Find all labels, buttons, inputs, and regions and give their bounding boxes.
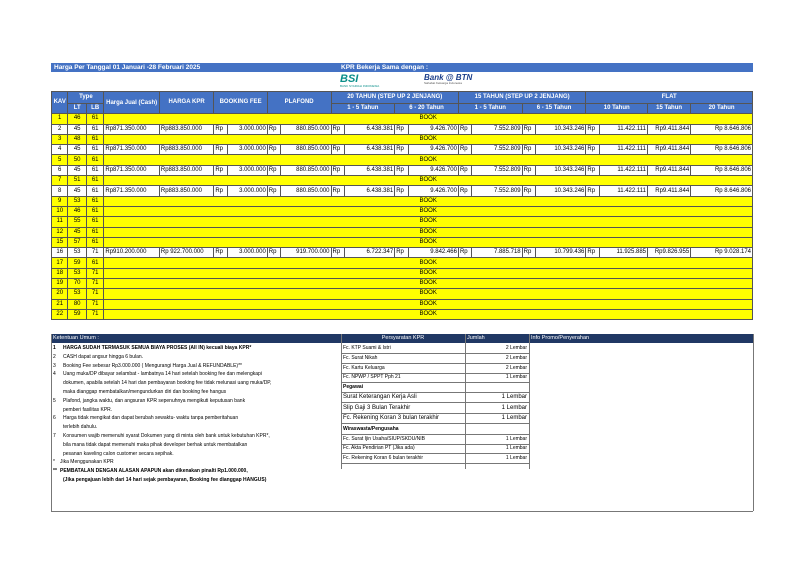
status-cell: BOOK [104, 289, 753, 299]
ketentuan-text: Jika Menggunakan KPR [60, 459, 114, 466]
installment-flat-15-cell: Rp9.826.955 [648, 248, 691, 258]
currency-cell: Rp [331, 124, 344, 134]
col-type: Type [68, 92, 104, 104]
row-divider [341, 463, 529, 464]
col-harga-kpr: HARGA KPR [159, 92, 213, 114]
lt-cell: 50 [68, 155, 86, 165]
btn-logo [424, 73, 472, 85]
jumlah-header-label: Jumlah [467, 335, 485, 341]
currency-cell: Rp [267, 186, 280, 196]
status-cell: BOOK [104, 134, 753, 144]
persyaratan-item: Slip Gaji 3 Bulan Terakhir [343, 404, 411, 411]
table-row [52, 176, 753, 186]
price-table [51, 91, 753, 320]
ketentuan-text: maka dianggap membatalkan/mengundurkan diri dan booking fee hangus [63, 389, 227, 395]
col-flat-10: 10 Tahun [586, 104, 648, 114]
currency-cell: Rp [267, 248, 280, 258]
status-cell: BOOK [104, 258, 753, 268]
booking-fee-cell: 3.000.000 [227, 145, 267, 155]
table-row [52, 196, 753, 206]
kav-cell: 16 [52, 248, 68, 258]
currency-cell: Rp [395, 248, 408, 258]
col-20-tahun: 20 TAHUN (STEP UP 2 JENJANG) [331, 92, 458, 104]
persyaratan-item: Surat Keterangan Kerja Asli [343, 394, 417, 400]
installment-flat-10-cell: 11.422.111 [599, 145, 647, 155]
status-cell: BOOK [104, 227, 753, 237]
persyaratan-item: Fc. Rekening Koran 3 bulan terakhir [343, 415, 440, 422]
terms-section [51, 334, 753, 511]
installment-15-b-cell: 10.799.436 [536, 248, 586, 258]
lt-cell: 70 [68, 279, 86, 289]
col-flat-15: 15 Tahun [648, 104, 691, 114]
ketentuan-text: pemberi fasilitas KPR. [63, 406, 113, 413]
persyaratan-qty: 1 Lembar [501, 394, 527, 400]
currency-cell: Rp [395, 165, 408, 175]
lt-cell: 45 [68, 186, 86, 196]
persyaratan-qty: 2 Lembar [505, 354, 527, 361]
lb-cell: 61 [86, 134, 103, 144]
lt-cell: 53 [68, 289, 86, 299]
table-row [52, 124, 753, 134]
installment-20-b-cell: 9.426.700 [408, 145, 458, 155]
booking-fee-cell: 3.000.000 [227, 165, 267, 175]
ketentuan-text: terlebih dahulu. [63, 424, 98, 431]
ketentuan-text: (Jika pengajuan lebih dari 14 hari sejak pembayaran, Booking fee dianggap HANGUS) [63, 476, 267, 483]
currency-cell: Rp [522, 248, 535, 258]
persyaratan-item: Pegawai [343, 384, 364, 391]
persyaratan-item: Fc. Rekening Koran 6 bulan terakhir [343, 455, 424, 462]
lt-cell: 57 [68, 237, 86, 247]
col-lb: LB [86, 104, 103, 114]
installment-flat-20-cell: Rp 8.646.806 [691, 145, 753, 155]
lt-cell: 48 [68, 134, 86, 144]
currency-cell: Rp [214, 165, 227, 175]
title-bar [51, 63, 753, 72]
status-cell: BOOK [104, 299, 753, 309]
col-15-tahun: 15 TAHUN (STEP UP 2 JENJANG) [458, 92, 585, 104]
ketentuan-text: CASH dapat angsur hingga 6 bulan. [63, 353, 144, 360]
currency-cell: Rp [586, 124, 599, 134]
col-harga-jual: Harga Jual (Cash) [104, 92, 159, 114]
installment-flat-15-cell: Rp9.411.844 [648, 124, 691, 134]
kav-cell: 6 [52, 165, 68, 175]
kav-cell: 15 [52, 237, 68, 247]
kav-cell: 10 [52, 206, 68, 216]
persyaratan-qty: 1 Lembar [505, 445, 527, 452]
lb-cell: 61 [86, 176, 103, 186]
kav-cell: 17 [52, 258, 68, 268]
kav-cell: 3 [52, 134, 68, 144]
table-row [52, 289, 753, 299]
currency-cell: Rp [522, 186, 535, 196]
installment-flat-10-cell: 11.422.111 [599, 186, 647, 196]
lb-cell: 61 [86, 145, 103, 155]
persyaratan-qty: 1 Lembar [501, 415, 527, 422]
currency-cell: Rp [458, 186, 471, 196]
currency-cell: Rp [395, 145, 408, 155]
plafond-cell: 880.850.000 [281, 165, 331, 175]
table-row [52, 299, 753, 309]
installment-flat-10-cell: 11.422.111 [599, 165, 647, 175]
ketentuan-text: Uang muka/DP dibayar selambat - lambatnya 14 hari setelah booking fee dan melengkapi [63, 371, 262, 378]
installment-20-b-cell: 9.842.466 [408, 248, 458, 258]
kav-cell: 18 [52, 268, 68, 278]
kav-cell: 21 [52, 299, 68, 309]
table-row [52, 186, 753, 196]
ketentuan-text: PEMBATALAN DENGAN ALASAN APAPUN akan dikenakan pinalti Rp1.000.000, [60, 468, 248, 474]
status-cell: BOOK [104, 279, 753, 289]
bank-logos [330, 73, 560, 91]
lb-cell: 61 [86, 165, 103, 175]
persyaratan-item: Fc. KTP Suami & Istri [343, 345, 391, 351]
booking-fee-cell: 3.000.000 [227, 124, 267, 134]
btn-logo-subtext: Sahabat Keluarga Indonesia [424, 81, 462, 85]
status-cell: BOOK [104, 237, 753, 247]
table-row [52, 165, 753, 175]
row-divider [341, 402, 529, 403]
ketentuan-number: 3 [53, 362, 56, 369]
currency-cell: Rp [214, 145, 227, 155]
lt-cell: 45 [68, 227, 86, 237]
installment-flat-10-cell: 11.422.111 [599, 124, 647, 134]
installment-15-a-cell: 7.552.809 [472, 165, 522, 175]
kav-cell: 1 [52, 114, 68, 124]
frame-left [51, 334, 52, 511]
lb-cell: 61 [86, 206, 103, 216]
table-row [52, 279, 753, 289]
info-header-label: Info Promo/Penyerahan [531, 335, 590, 341]
currency-cell: Rp [214, 186, 227, 196]
persyaratan-item: Wiraswasta/Pengusaha [343, 425, 399, 432]
installment-flat-15-cell: Rp9.411.844 [648, 165, 691, 175]
col-flat-20: 20 Tahun [691, 104, 753, 114]
lb-cell: 71 [86, 299, 103, 309]
lt-cell: 53 [68, 248, 86, 258]
currency-cell: Rp [586, 165, 599, 175]
kav-cell: 19 [52, 279, 68, 289]
lt-cell: 55 [68, 217, 86, 227]
plafond-cell: 880.850.000 [281, 145, 331, 155]
installment-15-a-cell: 7.552.809 [472, 145, 522, 155]
installment-15-a-cell: 7.552.809 [472, 124, 522, 134]
ketentuan-text: Konsumen wajib memenuhi syarat Dokumen yang di minta oleh bank untuk kebutuhan KPR*, [63, 433, 270, 439]
col-15-6-15: 6 - 15 Tahun [522, 104, 586, 114]
ketentuan-number: 1 [53, 345, 56, 351]
currency-cell: Rp [458, 124, 471, 134]
status-cell: BOOK [104, 176, 753, 186]
installment-20-a-cell: 6.722.347 [344, 248, 394, 258]
status-cell: BOOK [104, 114, 753, 124]
installment-15-a-cell: 7.552.809 [472, 186, 522, 196]
col-20-1-5: 1 - 5 Tahun [331, 104, 395, 114]
persyaratan-item: Fc. Surat Ijin Usaha/SIUP/SKDU/NIB [343, 435, 425, 442]
kav-cell: 9 [52, 196, 68, 206]
harga-jual-cell: Rp871.350.000 [104, 124, 159, 134]
installment-15-a-cell: 7.885.718 [472, 248, 522, 258]
col-15-1-5: 1 - 5 Tahun [458, 104, 522, 114]
currency-cell: Rp [395, 186, 408, 196]
kav-cell: 8 [52, 186, 68, 196]
installment-flat-20-cell: Rp 8.646.806 [691, 186, 753, 196]
currency-cell: Rp [522, 165, 535, 175]
installment-flat-20-cell: Rp 8.646.806 [691, 165, 753, 175]
lt-cell: 53 [68, 268, 86, 278]
installment-15-b-cell: 10.343.246 [536, 145, 586, 155]
kav-cell: 20 [52, 289, 68, 299]
installment-flat-15-cell: Rp9.411.844 [648, 145, 691, 155]
lt-cell: 80 [68, 299, 86, 309]
lt-cell: 59 [68, 258, 86, 268]
status-cell: BOOK [104, 217, 753, 227]
price-table-body [52, 114, 753, 320]
persyaratan-header [341, 334, 465, 343]
booking-fee-cell: 3.000.000 [227, 248, 267, 258]
persyaratan-qty: 2 Lembar [505, 345, 527, 351]
installment-20-a-cell: 6.438.381 [344, 186, 394, 196]
harga-jual-cell: Rp871.350.000 [104, 165, 159, 175]
ketentuan-text: Plafond, jangka waktu, dan angsuran KPR sepenuhnya mengikuti keputusan bank [63, 397, 246, 404]
currency-cell: Rp [458, 248, 471, 258]
installment-flat-15-cell: Rp9.411.844 [648, 186, 691, 196]
persyaratan-item: Fc. Akta Pendirian PT (Jika ada) [343, 445, 415, 452]
installment-15-b-cell: 10.343.246 [536, 186, 586, 196]
persyaratan-qty: 1 Lembar [505, 435, 527, 442]
lt-cell: 45 [68, 165, 86, 175]
lt-cell: 46 [68, 114, 86, 124]
installment-20-a-cell: 6.438.381 [344, 145, 394, 155]
kav-cell: 2 [52, 124, 68, 134]
table-row [52, 309, 753, 319]
harga-jual-cell: Rp910.200.000 [104, 248, 159, 258]
persyaratan-item: Fc. Surat Nikah [343, 354, 378, 361]
installment-20-a-cell: 6.438.381 [344, 124, 394, 134]
currency-cell: Rp [331, 165, 344, 175]
price-period-title: Harga Per Tanggal 01 Januari -28 Februari 2025 [54, 64, 201, 71]
table-row [52, 114, 753, 124]
currency-cell: Rp [331, 145, 344, 155]
status-cell: BOOK [104, 196, 753, 206]
table-row [52, 268, 753, 278]
ketentuan-number: 4 [53, 371, 56, 378]
lb-cell: 61 [86, 196, 103, 206]
col-flat: FLAT [586, 92, 753, 104]
harga-kpr-cell: Rp883.850.000 [159, 145, 213, 155]
installment-20-a-cell: 6.438.381 [344, 165, 394, 175]
currency-cell: Rp [267, 145, 280, 155]
lb-cell: 71 [86, 289, 103, 299]
kav-cell: 7 [52, 176, 68, 186]
plafond-cell: 919.700.000 [281, 248, 331, 258]
currency-cell: Rp [458, 165, 471, 175]
persyaratan-header-label: Persyaratan KPR [381, 335, 425, 341]
currency-cell: Rp [586, 186, 599, 196]
lb-cell: 61 [86, 258, 103, 268]
col-booking-fee: BOOKING FEE [214, 92, 267, 114]
installment-flat-10-cell: 11.925.885 [599, 248, 647, 258]
ketentuan-number: 2 [53, 353, 56, 360]
status-cell: BOOK [104, 268, 753, 278]
lb-cell: 61 [86, 227, 103, 237]
table-row [52, 134, 753, 144]
installment-flat-20-cell: Rp 9.028.174 [691, 248, 753, 258]
installment-flat-20-cell: Rp 8.646.806 [691, 124, 753, 134]
persyaratan-qty: 1 Lembar [505, 455, 527, 462]
info-header [529, 334, 753, 343]
kav-cell: 12 [52, 227, 68, 237]
lb-cell: 61 [86, 155, 103, 165]
lb-cell: 61 [86, 237, 103, 247]
ketentuan-text: bila mana tidak dapat memenuhi maka pihak developer berhak untuk membatalkan [63, 441, 248, 448]
lb-cell: 71 [86, 248, 103, 258]
lb-cell: 61 [86, 217, 103, 227]
col-20-6-20: 6 - 20 Tahun [395, 104, 459, 114]
col-kav: KAV [52, 92, 68, 114]
currency-cell: Rp [458, 145, 471, 155]
col-lt: LT [68, 104, 86, 114]
table-row [52, 217, 753, 227]
lt-cell: 45 [68, 145, 86, 155]
ketentuan-number: 7 [53, 433, 56, 439]
lb-cell: 61 [86, 124, 103, 134]
ketentuan-text: dokumen, apabila setelah 14 hari dan pembayaran booking fee tidak melunasi uang muka/DP, [63, 380, 272, 387]
lb-cell: 71 [86, 268, 103, 278]
currency-cell: Rp [586, 145, 599, 155]
lb-cell: 61 [86, 186, 103, 196]
status-cell: BOOK [104, 155, 753, 165]
frame-bottom [51, 511, 753, 512]
installment-20-b-cell: 9.426.700 [408, 124, 458, 134]
harga-kpr-cell: Rp883.850.000 [159, 124, 213, 134]
column-divider [529, 334, 530, 469]
col-plafond: PLAFOND [267, 92, 331, 114]
lt-cell: 46 [68, 206, 86, 216]
ketentuan-text: pesanan kaveling calon customer secara sepihak. [63, 450, 174, 457]
status-cell: BOOK [104, 309, 753, 319]
persyaratan-item: Fc. NPWP / SPPT Pph 21 [343, 374, 401, 381]
lt-cell: 53 [68, 196, 86, 206]
currency-cell: Rp [522, 124, 535, 134]
lt-cell: 59 [68, 309, 86, 319]
ketentuan-number: ** [53, 468, 57, 474]
installment-20-b-cell: 9.426.700 [408, 165, 458, 175]
harga-kpr-cell: Rp883.850.000 [159, 165, 213, 175]
ketentuan-number: * [53, 459, 55, 466]
ketentuan-number: 5 [53, 397, 56, 404]
lt-cell: 45 [68, 124, 86, 134]
ketentuan-text: Booking Fee sebesar Rp3.000.000 ( Mengurangi Harga Jual & REFUNDABLE)** [63, 362, 242, 369]
harga-kpr-cell: Rp 922.700.000 [159, 248, 213, 258]
frame-right [753, 334, 754, 511]
row-divider [341, 423, 529, 424]
persyaratan-qty: 1 Lembar [501, 404, 527, 411]
persyaratan-qty: 1 Lembar [505, 374, 527, 381]
installment-20-b-cell: 9.426.700 [408, 186, 458, 196]
installment-15-b-cell: 10.343.246 [536, 124, 586, 134]
currency-cell: Rp [331, 248, 344, 258]
ketentuan-number: 6 [53, 415, 56, 422]
kav-cell: 5 [52, 155, 68, 165]
installment-15-b-cell: 10.343.246 [536, 165, 586, 175]
kav-cell: 11 [52, 217, 68, 227]
harga-jual-cell: Rp871.350.000 [104, 145, 159, 155]
status-cell: BOOK [104, 206, 753, 216]
lt-cell: 51 [68, 176, 86, 186]
jumlah-header [465, 334, 529, 343]
ketentuan-text: HARGA SUDAH TERMASUK SEMUA BIAYA PROSES (All IN) kecuali biaya KPR* [63, 345, 252, 351]
currency-cell: Rp [331, 186, 344, 196]
kpr-partner-label: KPR Bekerja Sama dengan : [341, 64, 429, 71]
btn-logo-text: Bank @ BTN [424, 73, 473, 82]
lb-cell: 61 [86, 114, 103, 124]
table-row [52, 227, 753, 237]
currency-cell: Rp [214, 124, 227, 134]
bsi-logo [340, 73, 379, 88]
bsi-logo-subtext: BANK SYARIAH INDONESIA [340, 84, 380, 88]
lb-cell: 71 [86, 309, 103, 319]
currency-cell: Rp [586, 248, 599, 258]
bsi-logo-text: BSI [340, 73, 359, 85]
persyaratan-item: Fc. Kartu Keluarga [343, 364, 385, 371]
plafond-cell: 880.850.000 [281, 186, 331, 196]
table-row [52, 145, 753, 155]
currency-cell: Rp [267, 165, 280, 175]
table-row [52, 258, 753, 268]
plafond-cell: 880.850.000 [281, 124, 331, 134]
ketentuan-header-label: Ketentuan Umum : [53, 335, 99, 341]
currency-cell: Rp [395, 124, 408, 134]
currency-cell: Rp [267, 124, 280, 134]
harga-jual-cell: Rp871.350.000 [104, 186, 159, 196]
ketentuan-text: Harga tidak mengikat dan dapat berubah sewaktu- waktu tanpa pemberitahuan [63, 415, 239, 422]
persyaratan-qty: 2 Lembar [505, 364, 527, 371]
table-row [52, 206, 753, 216]
lb-cell: 71 [86, 279, 103, 289]
harga-kpr-cell: Rp883.850.000 [159, 186, 213, 196]
ketentuan-header [51, 334, 341, 343]
kav-cell: 22 [52, 309, 68, 319]
currency-cell: Rp [522, 145, 535, 155]
kav-cell: 4 [52, 145, 68, 155]
table-row [52, 237, 753, 247]
row-divider [341, 413, 529, 414]
currency-cell: Rp [214, 248, 227, 258]
booking-fee-cell: 3.000.000 [227, 186, 267, 196]
table-row [52, 155, 753, 165]
table-row [52, 248, 753, 258]
